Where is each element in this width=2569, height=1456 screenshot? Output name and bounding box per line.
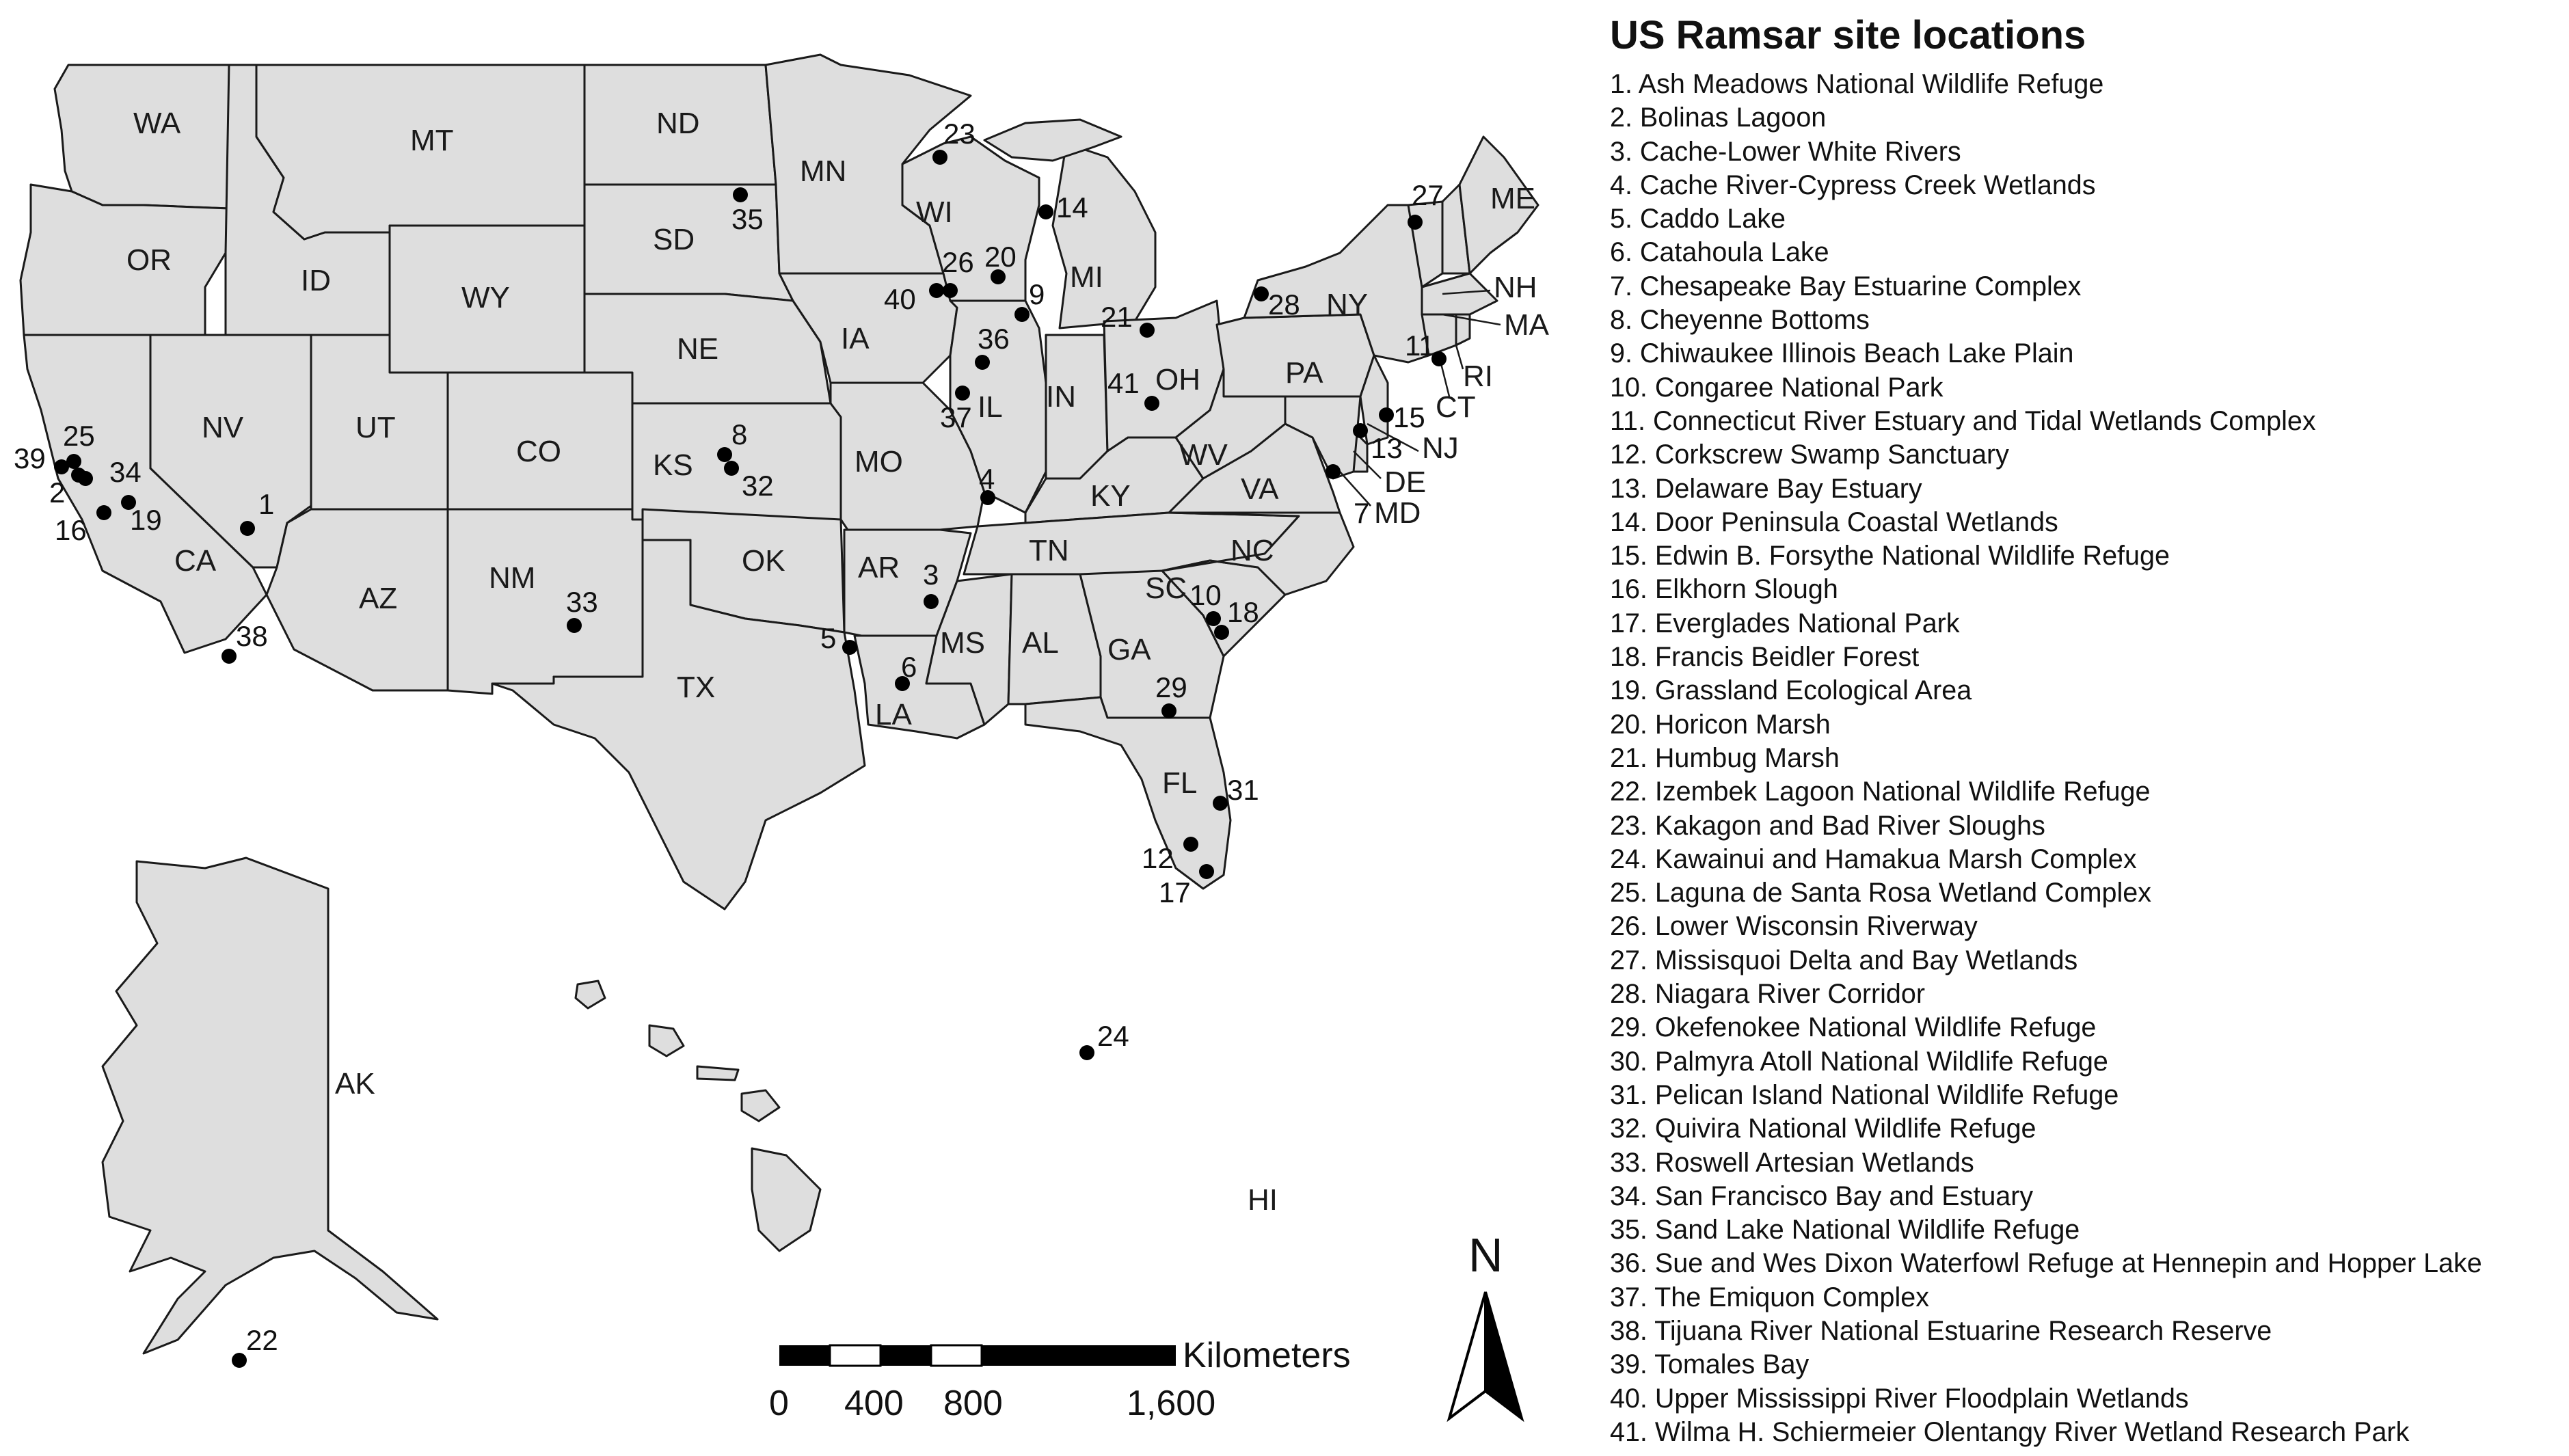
- site-marker-label: 5: [820, 622, 837, 654]
- hi-island-maui: [742, 1090, 779, 1121]
- site-marker-37[interactable]: [940, 386, 972, 433]
- legend-item: 29. Okefenokee National Wildlife Refuge: [1610, 1012, 2097, 1043]
- site-marker-label: 1: [258, 488, 275, 520]
- north-arrow-right-icon: [1485, 1292, 1522, 1418]
- legend-item: 18. Francis Beidler Forest: [1610, 642, 1920, 673]
- site-marker-label: 7: [1354, 497, 1370, 529]
- label-FL: FL: [1162, 766, 1198, 800]
- legend-item: 19. Grassland Ecological Area: [1610, 675, 1972, 706]
- legend-item: 8. Cheyenne Bottoms: [1610, 305, 1870, 336]
- label-MI: MI: [1070, 260, 1103, 294]
- label-MS: MS: [940, 626, 985, 660]
- legend-item: 38. Tijuana River National Estuarine Research Reserve: [1610, 1315, 2272, 1346]
- site-marker-label: 29: [1155, 671, 1187, 703]
- label-OK: OK: [742, 544, 785, 578]
- hi-island-molokai: [697, 1066, 738, 1080]
- legend-item: 6. Catahoula Lake: [1610, 237, 1829, 268]
- site-marker-label: 32: [742, 470, 774, 502]
- north-arrow: [1449, 1228, 1522, 1418]
- site-marker-label: 26: [942, 246, 974, 278]
- label-VA: VA: [1241, 472, 1279, 506]
- legend-item: 36. Sue and Wes Dixon Waterfowl Refuge at Hennepin and Hopper Lake: [1610, 1248, 2482, 1279]
- label-CA: CA: [174, 544, 217, 578]
- legend-item: 28. Niagara River Corridor: [1610, 979, 1926, 1010]
- state-AZ[interactable]: [267, 509, 448, 690]
- hi-island-kauai: [576, 981, 605, 1008]
- label-NV: NV: [202, 411, 244, 444]
- legend-item: 32. Quivira National Wildlife Refuge: [1610, 1114, 2036, 1144]
- legend-item: 24. Kawainui and Hamakua Marsh Complex: [1610, 844, 2137, 874]
- legend-item: 14. Door Peninsula Coastal Wetlands: [1610, 507, 2058, 537]
- site-marker-label: 33: [566, 586, 598, 618]
- site-marker-label: 12: [1142, 842, 1174, 874]
- label-OH: OH: [1155, 363, 1200, 396]
- label-WY: WY: [461, 281, 510, 314]
- north-label: N: [1468, 1228, 1503, 1282]
- site-marker-label: 20: [984, 241, 1017, 273]
- site-marker-label: 28: [1268, 288, 1300, 321]
- label-SD: SD: [653, 223, 695, 256]
- legend-item: 3. Cache-Lower White Rivers: [1610, 136, 1961, 167]
- legend-item: 35. Sand Lake National Wildlife Refuge: [1610, 1215, 2080, 1245]
- site-marker-label: 9: [1029, 278, 1045, 310]
- legend-item: 27. Missisquoi Delta and Bay Wetlands: [1610, 945, 2078, 975]
- label-KS: KS: [653, 448, 693, 482]
- label-ND: ND: [656, 107, 700, 140]
- site-marker-label: 22: [246, 1324, 278, 1356]
- legend-list: [1610, 68, 2564, 1449]
- hi-island-oahu: [649, 1025, 684, 1056]
- legend-item: 20. Horicon Marsh: [1610, 709, 1831, 740]
- label-TN: TN: [1029, 534, 1069, 567]
- site-marker-4[interactable]: [979, 463, 995, 505]
- site-marker-label: 8: [731, 418, 748, 450]
- label-NC: NC: [1230, 534, 1274, 567]
- legend-item: 41. Wilma H. Schiermeier Olentangy River Wetland Research Park: [1610, 1416, 2410, 1447]
- scale-tick-1600: 1,600: [1127, 1384, 1216, 1423]
- site-marker-22[interactable]: [232, 1324, 278, 1368]
- label-DE: DE: [1384, 466, 1427, 499]
- legend-item: 37. The Emiquon Complex: [1610, 1282, 1929, 1312]
- label-LA: LA: [875, 698, 912, 731]
- site-marker-label: 21: [1101, 301, 1133, 333]
- label-AR: AR: [858, 551, 900, 584]
- label-PA: PA: [1285, 356, 1323, 390]
- site-marker-label: 23: [943, 118, 976, 150]
- states-layer: [21, 55, 1538, 1353]
- label-HI: HI: [1248, 1183, 1278, 1217]
- legend-item: 30. Palmyra Atoll National Wildlife Refuge: [1610, 1046, 2108, 1077]
- site-marker-label: 4: [979, 463, 995, 495]
- label-WV: WV: [1179, 438, 1228, 472]
- scale-bar: [769, 1336, 1351, 1423]
- scale-tick-0: 0: [769, 1384, 789, 1423]
- site-marker-label: 40: [884, 283, 916, 315]
- label-WA: WA: [133, 107, 181, 140]
- label-WI: WI: [916, 196, 953, 229]
- legend-item: 9. Chiwaukee Illinois Beach Lake Plain: [1610, 338, 2074, 369]
- legend-item: 23. Kakagon and Bad River Sloughs: [1610, 810, 2045, 841]
- north-arrow-left-icon: [1449, 1292, 1485, 1418]
- legend-item: 4. Cache River-Cypress Creek Wetlands: [1610, 170, 2096, 200]
- label-IN: IN: [1046, 380, 1076, 414]
- legend-item: 1. Ash Meadows National Wildlife Refuge: [1610, 69, 2104, 99]
- site-marker-label: 15: [1393, 401, 1425, 433]
- legend-item: 7. Chesapeake Bay Estuarine Complex: [1610, 271, 2082, 301]
- site-marker-label: 18: [1227, 596, 1259, 628]
- label-CO: CO: [516, 435, 561, 468]
- site-marker-label: 13: [1371, 432, 1403, 464]
- label-OR: OR: [126, 243, 172, 277]
- legend-item: 17. Everglades National Park: [1610, 608, 1960, 638]
- site-marker-label: 39: [14, 442, 46, 474]
- label-KY: KY: [1090, 479, 1131, 513]
- legend-item: 10. Congaree National Park: [1610, 372, 1943, 403]
- label-MD: MD: [1374, 496, 1421, 530]
- label-MN: MN: [800, 154, 847, 188]
- label-IL: IL: [978, 390, 1003, 424]
- label-NH: NH: [1494, 271, 1537, 304]
- site-marker-label: 2: [49, 476, 66, 509]
- site-marker-label: 34: [109, 456, 142, 488]
- label-NM: NM: [489, 561, 536, 595]
- site-marker-label: 38: [236, 620, 268, 652]
- legend-item: 22. Izembek Lagoon National Wildlife Refuge: [1610, 777, 2151, 807]
- site-marker-label: 36: [978, 323, 1010, 355]
- legend-item: 39. Tomales Bay: [1610, 1349, 1810, 1380]
- site-marker-label: 6: [901, 651, 917, 683]
- site-marker-label: 24: [1097, 1020, 1129, 1052]
- site-marker-label: 3: [923, 558, 939, 591]
- legend-item: 12. Corkscrew Swamp Sanctuary: [1610, 440, 2009, 470]
- label-GA: GA: [1107, 633, 1151, 666]
- label-AL: AL: [1022, 626, 1059, 660]
- state-AK[interactable]: [103, 858, 438, 1353]
- legend-item: 25. Laguna de Santa Rosa Wetland Complex: [1610, 878, 2151, 908]
- site-marker-label: 11: [1405, 329, 1435, 362]
- site-marker-label: 25: [63, 420, 95, 452]
- site-marker-label: 19: [130, 504, 162, 536]
- legend: [1610, 12, 2564, 1449]
- legend-item: 34. San Francisco Bay and Estuary: [1610, 1181, 2034, 1211]
- state-FL[interactable]: [1025, 697, 1230, 889]
- legend-item: 21. Humbug Marsh: [1610, 742, 1840, 773]
- site-marker-label: 41: [1107, 367, 1140, 399]
- label-AZ: AZ: [359, 582, 398, 615]
- label-ID: ID: [301, 264, 331, 297]
- legend-title: US Ramsar site locations: [1610, 13, 2086, 57]
- scale-tick-400: 400: [844, 1384, 904, 1423]
- label-AK: AK: [335, 1067, 375, 1101]
- scale-tick-800: 800: [943, 1384, 1003, 1423]
- legend-item: 15. Edwin B. Forsythe National Wildlife Refuge: [1610, 541, 2170, 571]
- label-RI: RI: [1463, 360, 1493, 393]
- legend-item: 31. Pelican Island National Wildlife Refuge: [1610, 1079, 2119, 1110]
- label-MA: MA: [1504, 308, 1549, 342]
- label-UT: UT: [355, 411, 396, 444]
- site-marker-label: 35: [731, 203, 764, 235]
- site-marker-3[interactable]: [923, 558, 939, 609]
- state-OR[interactable]: [21, 185, 229, 335]
- state-HI[interactable]: [752, 1148, 820, 1251]
- legend-item: 26. Lower Wisconsin Riverway: [1610, 911, 1978, 942]
- label-NJ: NJ: [1422, 431, 1459, 465]
- site-marker-label: 10: [1189, 579, 1222, 611]
- legend-item: 13. Delaware Bay Estuary: [1610, 473, 1922, 504]
- label-IA: IA: [841, 322, 870, 355]
- site-marker-label: 37: [940, 401, 972, 433]
- site-marker-label: 17: [1159, 876, 1191, 908]
- label-NY: NY: [1326, 288, 1369, 321]
- legend-item: 40. Upper Mississippi River Floodplain Wetlands: [1610, 1383, 2189, 1414]
- site-marker-label: 16: [55, 514, 87, 546]
- legend-item: 33. Roswell Artesian Wetlands: [1610, 1147, 1974, 1178]
- label-MT: MT: [410, 124, 454, 157]
- site-marker-14[interactable]: [1038, 191, 1088, 224]
- label-CT: CT: [1436, 390, 1476, 424]
- legend-item: 11. Connecticut River Estuary and Tidal Wetlands Complex: [1610, 405, 2316, 436]
- site-marker-label: 14: [1056, 191, 1088, 224]
- scale-unit: Kilometers: [1183, 1336, 1351, 1375]
- site-marker-24[interactable]: [1079, 1020, 1129, 1060]
- site-marker-label: 31: [1227, 774, 1259, 806]
- legend-item: 5. Caddo Lake: [1610, 204, 1786, 234]
- legend-item: 2. Bolinas Lagoon: [1610, 103, 1827, 133]
- label-ME: ME: [1490, 182, 1535, 215]
- legend-item: 16. Elkhorn Slough: [1610, 574, 1838, 605]
- label-MO: MO: [855, 445, 903, 478]
- label-SC: SC: [1145, 571, 1187, 605]
- label-NE: NE: [677, 332, 719, 366]
- site-marker-label: 27: [1412, 179, 1444, 211]
- label-TX: TX: [677, 671, 716, 704]
- state-NM[interactable]: [448, 509, 643, 694]
